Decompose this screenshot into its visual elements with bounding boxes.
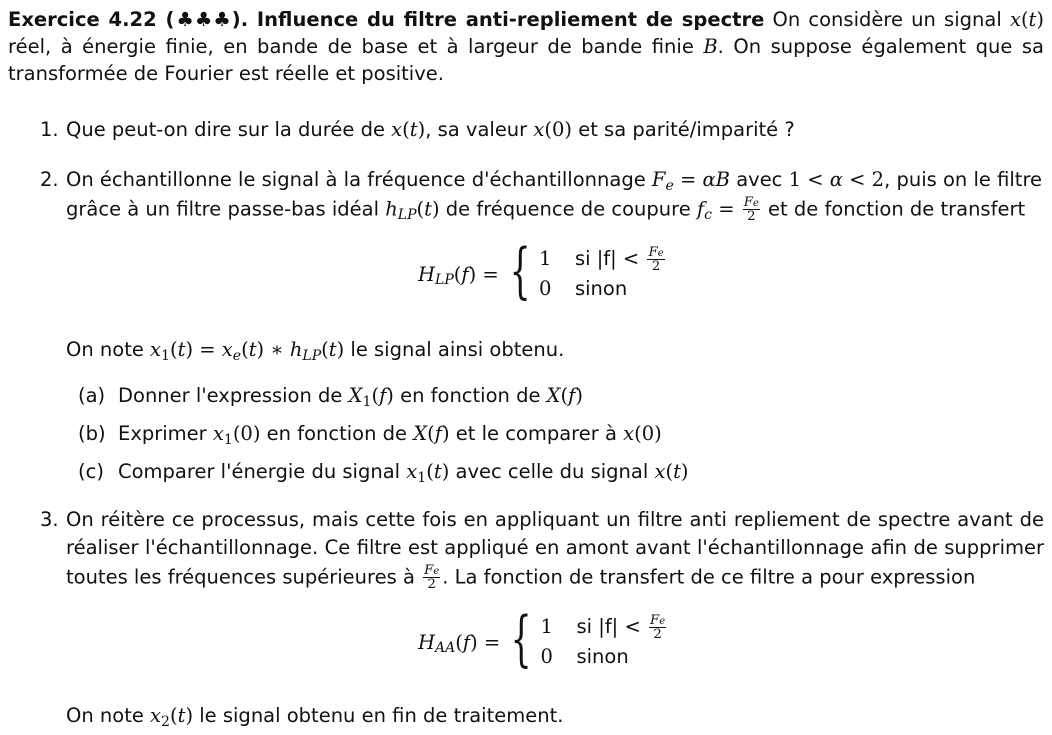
question-3-line-1: On réitère ce processus, mais cette fois en appliquant un filtre anti repliement de spectre avant de — [66, 508, 1044, 531]
exercise-title: Exercice 4.22 (♣♣♣). Influence du filtre anti-repliement de spectre — [8, 8, 765, 31]
transfer-function-hlp: $H_{LP}(f)$ = { 1 si |f| < $\frac{Fe}{2}$ 0 sinon — [418, 244, 667, 304]
question-1-text: Que peut-on dire sur la durée de x(t), sa valeur x(0) et sa parité/imparité ? — [66, 118, 795, 141]
question-1-number: 1. — [40, 118, 59, 141]
subquestion-b-text: Exprimer $x_1(0)$ en fonction de X(f) et le comparer à x(0) — [118, 422, 662, 448]
haa-cases: 1 si |f| < $\frac{Fe}{2}$ 0 sinon — [540, 612, 666, 668]
question-2-line-2: grâce à un filtre passe-bas idéal $h_{LP}(t)$ de fréquence de coupure $f_c$ = $\frac{Fe}{2}$ et de fonction de transfert — [66, 195, 1026, 225]
question-2-note: On note $x_1(t) = x_e(t)$ ∗ $h_{LP}(t)$ le signal ainsi obtenu. — [66, 338, 565, 364]
question-3-line-3: toutes les fréquences supérieures à $\frac{Fe}{2}$ . La fonction de transfert de ce filtre a pour expression — [66, 563, 976, 593]
transfer-function-haa: $H_{AA}(f)$ = { 1 si |f| < $\frac{Fe}{2}$ 0 sinon — [418, 612, 668, 672]
subquestion-a-label: (a) — [78, 384, 106, 407]
difficulty-clubs-icon: ♣♣♣ — [174, 8, 232, 31]
exercise-intro: Exercice 4.22 (♣♣♣). Influence du filtre anti-repliement de spectre On considère un signal x(t) réel, à énergie finie, en bande de base et à largeur de bande finie B. On suppose également que sa transformée de Fourier est réelle et positive. — [8, 8, 1044, 85]
brace-symbol: { — [509, 236, 531, 306]
subquestion-a-text: Donner l'expression de $X_1(f)$ en fonction de X(f) — [118, 384, 583, 410]
question-3-line-2: réaliser l'échantillonnage. Ce filtre est appliqué en amont avant l'échantillonnage afin de supprimer — [66, 536, 1044, 559]
question-3-note: On note $x_2(t)$ le signal obtenu en fin de traitement. — [66, 704, 564, 730]
hlp-cases: 1 si |f| < $\frac{Fe}{2}$ 0 sinon — [538, 244, 664, 300]
subquestion-c-label: (c) — [78, 460, 104, 483]
question-2-number: 2. — [40, 168, 59, 191]
subquestion-b-label: (b) — [78, 422, 106, 445]
subquestion-c-text: Comparer l'énergie du signal $x_1(t)$ avec celle du signal x(t) — [118, 460, 689, 486]
brace-symbol: { — [510, 604, 532, 674]
question-3-number: 3. — [40, 508, 59, 531]
question-2-line-1: On échantillonne le signal à la fréquence d'échantillonnage $F_e = \alpha B$ avec 1 < α < 2, puis on le filtre — [66, 168, 1043, 194]
